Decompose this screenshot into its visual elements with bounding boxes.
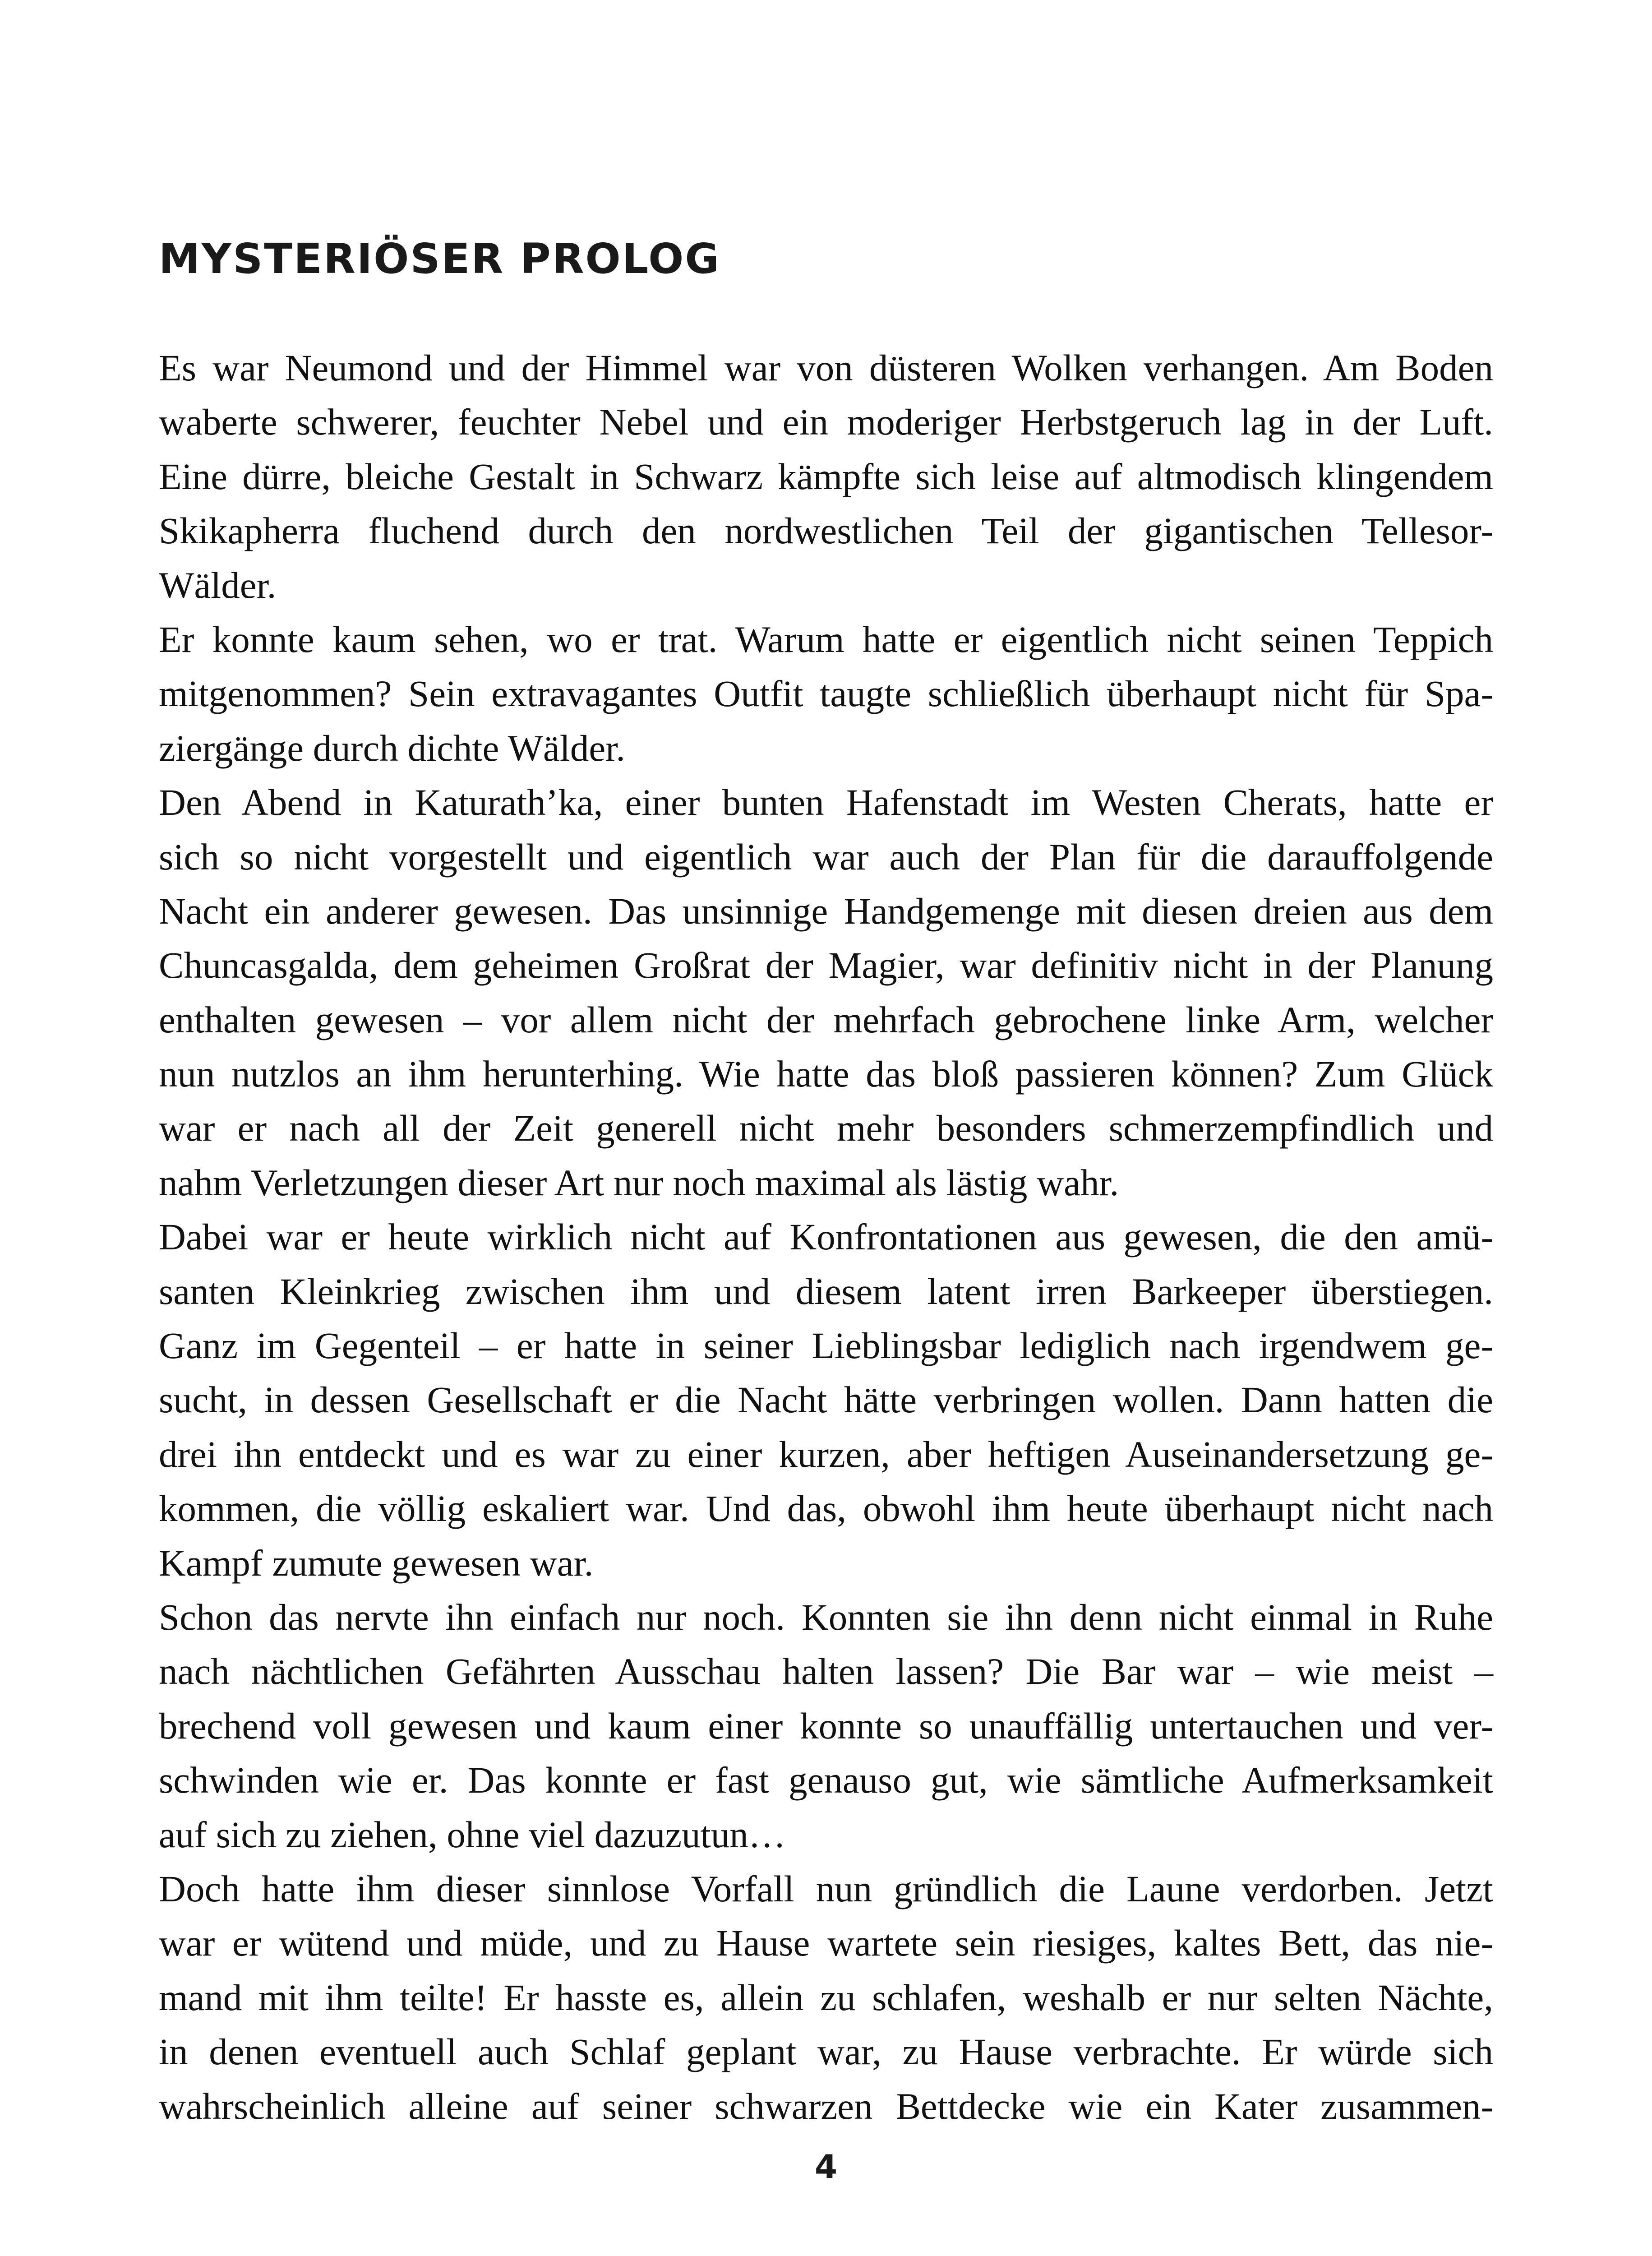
text-line: mand mit ihm teilte! Er hasste es, allein zu schlafen, weshalb er nur selten Nächte, <box>159 1976 1493 2018</box>
text-line: santen Kleinkrieg zwischen ihm und diesem latent irren Barkeeper überstiegen. <box>159 1270 1493 1312</box>
text-line: sucht, in dessen Gesellschaft er die Nacht hätte verbringen wollen. Dann hatten die <box>159 1379 1493 1421</box>
text-line: drei ihn entdeckt und es war zu einer kurzen, aber heftigen Auseinandersetzung ge- <box>159 1433 1493 1475</box>
text-line: schwinden wie er. Das konnte er fast genauso gut, wie sämtliche Aufmerksamkeit <box>159 1759 1493 1801</box>
text-line: Er konnte kaum sehen, wo er trat. Warum hatte er eigentlich nicht seinen Teppich <box>159 618 1493 660</box>
text-line: mitgenommen? Sein extravagantes Outfit taugte schließlich überhaupt nicht für Spa- <box>159 673 1493 715</box>
chapter-title: MYSTERIÖSER PROLOG <box>159 235 720 283</box>
text-line: nach nächtlichen Gefährten Ausschau halten lassen? Die Bar war – wie meist – <box>159 1650 1493 1692</box>
text-line: war er wütend und müde, und zu Hause wartete sein riesiges, kaltes Bett, das nie- <box>159 1922 1493 1964</box>
text-line: Es war Neumond und der Himmel war von düsteren Wolken verhangen. Am Boden <box>159 347 1493 388</box>
text-line: in denen eventuell auch Schlaf geplant war, zu Hause verbrachte. Er würde sich <box>159 2031 1493 2073</box>
text-line: auf sich zu ziehen, ohne viel dazuzutun… <box>159 1813 786 1855</box>
text-line: brechend voll gewesen und kaum einer konnte so unauffällig untertauchen und ver- <box>159 1705 1493 1747</box>
text-line: Doch hatte ihm dieser sinnlose Vorfall nun gründlich die Laune verdorben. Jetzt <box>159 1868 1493 1909</box>
text-line: kommen, die völlig eskaliert war. Und das, obwohl ihm heute überhaupt nicht nach <box>159 1488 1493 1530</box>
text-line: Den Abend in Katurath’ka, einer bunten Hafenstadt im Westen Cherats, hatte er <box>159 781 1493 823</box>
text-line: Nacht ein anderer gewesen. Das unsinnige Handgemenge mit diesen dreien aus dem <box>159 890 1493 932</box>
text-line: waberte schwerer, feuchter Nebel und ein moderiger Herbstgeruch lag in der Luft. <box>159 401 1493 443</box>
body-text <box>159 341 1493 2133</box>
text-line: ziergänge durch dichte Wälder. <box>159 727 625 769</box>
text-line: Wälder. <box>159 564 277 606</box>
text-line: Kampf zumute gewesen war. <box>159 1542 594 1584</box>
text-line: nun nutzlos an ihm herunterhing. Wie hatte das bloß passieren können? Zum Glück <box>159 1053 1493 1095</box>
text-line: Eine dürre, bleiche Gestalt in Schwarz kämpfte sich leise auf altmodisch klingendem <box>159 455 1493 497</box>
text-line: enthalten gewesen – vor allem nicht der mehrfach gebrochene linke Arm, welcher <box>159 999 1493 1040</box>
text-line: war er nach all der Zeit generell nicht mehr besonders schmerzempfindlich und <box>159 1107 1493 1149</box>
text-line: nahm Verletzungen dieser Art nur noch maximal als lästig wahr. <box>159 1161 1119 1203</box>
text-line: Dabei war er heute wirklich nicht auf Konfrontationen aus gewesen, die den amü- <box>159 1216 1493 1258</box>
text-line: Skikapherra fluchend durch den nordwestlichen Teil der gigantischen Tellesor- <box>159 510 1493 552</box>
text-line: Schon das nervte ihn einfach nur noch. Konnten sie ihn denn nicht einmal in Ruhe <box>159 1596 1493 1638</box>
text-line: Chuncasgalda, dem geheimen Großrat der Magier, war definitiv nicht in der Planung <box>159 944 1493 986</box>
text-line: sich so nicht vorgestellt und eigentlich war auch der Plan für die darauffolgende <box>159 836 1493 878</box>
text-line: Ganz im Gegenteil – er hatte in seiner Lieblingsbar lediglich nach irgendwem ge- <box>159 1325 1493 1367</box>
text-line: wahrscheinlich alleine auf seiner schwarzen Bettdecke wie ein Kater zusammen- <box>159 2085 1493 2127</box>
page-number: 4 <box>814 2148 838 2186</box>
